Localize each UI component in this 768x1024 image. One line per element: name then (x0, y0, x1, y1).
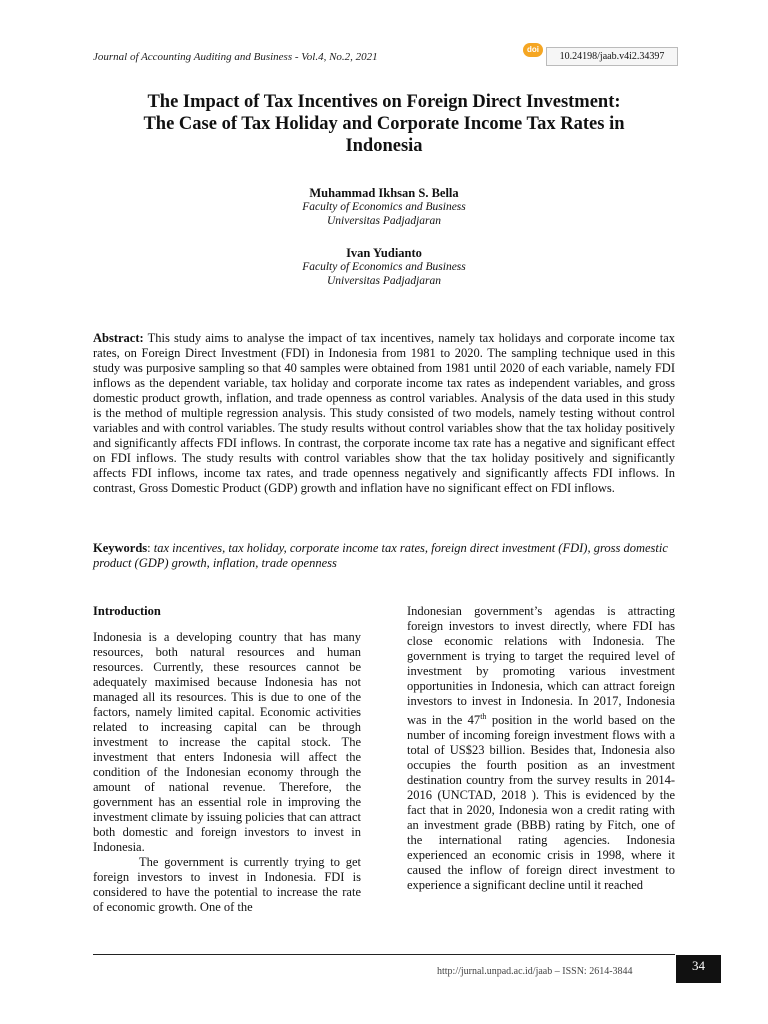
doi-logo-icon: doi (523, 43, 543, 57)
author-2 (0, 246, 768, 288)
intro-paragraph-3 (407, 604, 675, 893)
title-line-3: Indonesia (345, 136, 423, 156)
intro-paragraph-3-part-b: position in the world based on the number of incoming foreign investment flows with a total of US$23 billion. Besides that, Indonesia also occupies the fourth position as an investment destination country from the survey results in 2014-2016 (UNCTAD, 2018 ). This is evidenced by the fact that in 2020, Indonesia won a credit rating with an investment grade (BBB) rating by Fitch, one of the international rating agencies. Indonesia experienced an economic crisis in 1998, where it caused the inflow of foreign direct investment to experience a significant decline until it reached (407, 713, 676, 893)
doi-link[interactable]: 10.24198/jaab.v4i2.34397 (546, 47, 678, 66)
intro-paragraph-2: The government is currently trying to get foreign investors to invest in Indonesia. FDI is considered to have the potential to increase the rate of economic growth. One of the (93, 855, 361, 914)
journal-header: Journal of Accounting Auditing and Business - Vol.4, No.2, 2021 (93, 51, 378, 63)
page-number: 34 (676, 955, 721, 983)
author-faculty: Faculty of Economics and Business (302, 261, 466, 273)
author-faculty: Faculty of Economics and Business (302, 201, 466, 213)
paper-title (90, 91, 678, 157)
author-university: Universitas Padjadjaran (326, 275, 442, 287)
abstract-label: Abstract: (93, 331, 144, 345)
right-column (407, 604, 675, 893)
superscript-th: th (480, 712, 487, 721)
section-heading-introduction: Introduction (93, 604, 161, 618)
title-line-1: The Impact of Tax Incentives on Foreign Direct Investment: (147, 92, 621, 112)
intro-paragraph-3-part-a: Indonesian government’s agendas is attracting foreign investors to invest directly, where FDI has close economic relations with Indonesia. The government is trying to target the required level of investment by promoting various investment opportunities in Indonesia, which can attract foreign investors to invest in Indonesia. In 2017, Indonesia was in the 47 (407, 604, 675, 728)
author-name: Ivan Yudianto (346, 246, 422, 260)
abstract-text: This study aims to analyse the impact of tax incentives, namely tax holidays and corporate income tax rates, on Foreign Direct Investment (FDI) in Indonesia from 1981 to 2020. The sampling technique used in this study was purposive sampling so that 40 samples were obtained from 1981 until 2020 of each variable, namely FDI inflows as the dependent variable, tax holiday and corporate income tax rates as independent variables, and gross domestic product growth, inflation, and trade openness as control variables. Analysis of the data used in this study is the method of multiple regression analysis. This study consisted of two models, namely testing without control variables and with control variables. The study results without control variables show that the tax holiday positively and significantly affects FDI inflows. In contrast, the corporate income tax rate has a negative and significant effect on FDI inflows. The study results with control variables show that the tax holiday positively and significantly affects FDI inflows, income tax rates, and trade openness negatively and significantly affects FDI inflows. In contrast, Gross Domestic Product (GDP) growth and inflation have no significant effect on FDI inflows. (93, 331, 675, 495)
author-university: Universitas Padjadjaran (326, 215, 442, 227)
intro-paragraph-1: Indonesia is a developing country that has many resources, both natural resources and human resources. Currently, these resources cannot be adequately maximised because Indonesia has not managed all its resources. This is due to one of the factors, namely limited capital. Economic activities related to increasing capital can be through investment to increase the capital stock. The investment that enters Indonesia will affect the condition of the Indonesian economy through the amount of national revenue. Therefore, the government has an essential role in improving the investment climate by issuing policies that can attract both domestic and foreign investors to invest in Indonesia. (93, 630, 361, 854)
left-column (93, 604, 361, 915)
footer-url[interactable]: http://jurnal.unpad.ac.id/jaab – ISSN: 2614-3844 (437, 966, 633, 977)
keywords-label: Keywords (93, 541, 148, 555)
keywords-text: tax incentives, tax holiday, corporate income tax rates, foreign direct investment (FDI), gross domestic product (GDP) growth, inflation, trade openness (93, 541, 668, 570)
keywords-separator: : (147, 541, 151, 555)
title-line-2: The Case of Tax Holiday and Corporate Income Tax Rates in (143, 114, 625, 134)
footer-rule (93, 954, 675, 955)
author-1 (0, 186, 768, 228)
author-name: Muhammad Ikhsan S. Bella (309, 186, 459, 200)
keywords (93, 541, 675, 571)
abstract (93, 331, 675, 496)
